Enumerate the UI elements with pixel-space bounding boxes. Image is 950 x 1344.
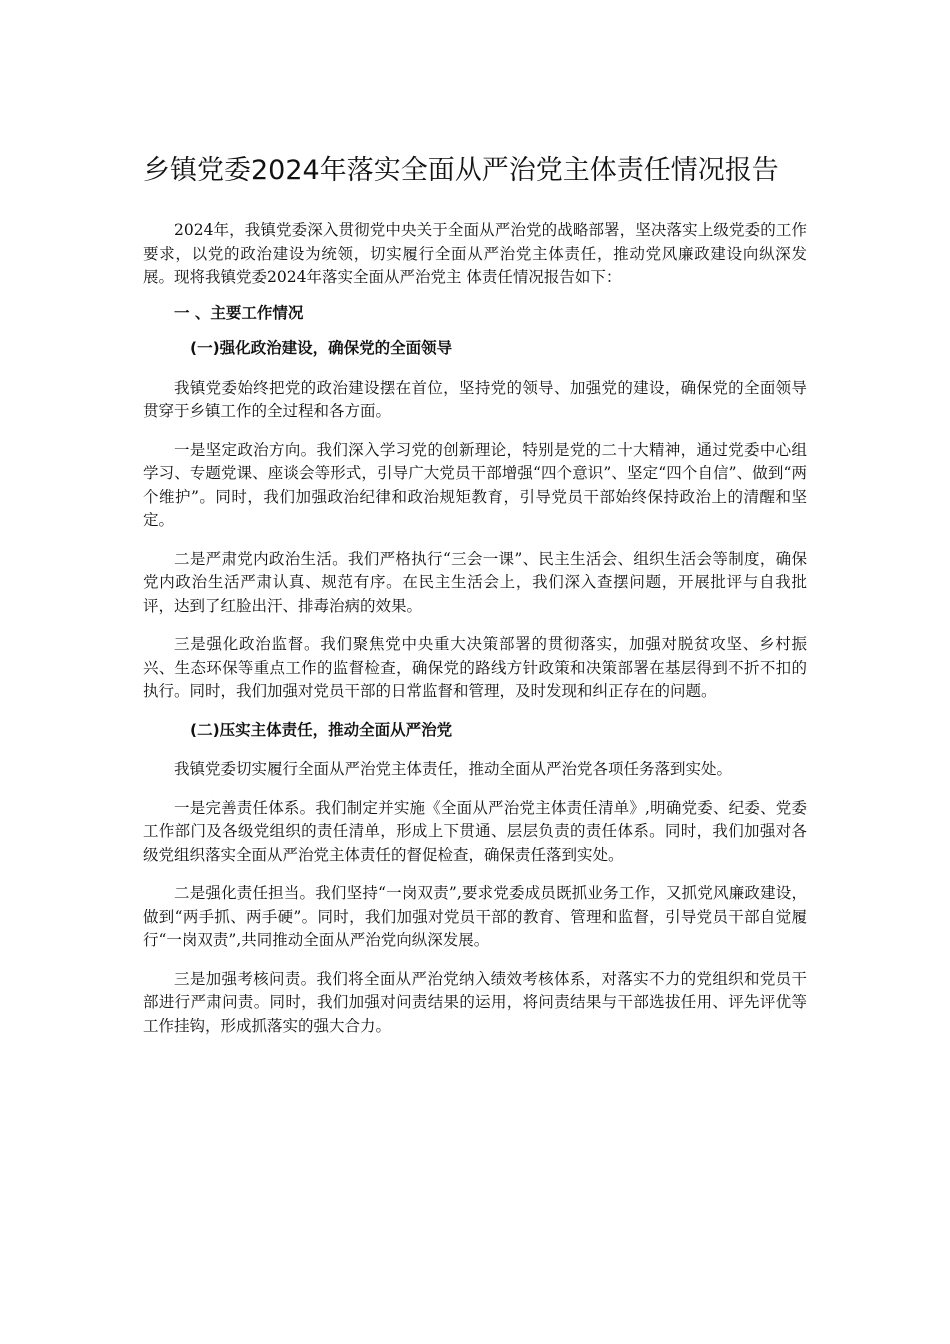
document-body (143, 150, 807, 1053)
intro-paragraph: 2024年，我镇党委深入贯彻党中央关于全面从严治党的战略部署，坚决落实上级党委的工作要求，以党的政治建设为统领，切实履行全面从严治党主体责任，推动党风廉政建设向纵深发展。现将我镇党委2024年落实全面从严治党主 体责任情况报告如下： (143, 221, 807, 286)
paragraph: 一是坚定政治方向。我们深入学习党的创新理论，特别是党的二十大精神，通过党委中心组学习、专题党课、座谈会等形式，引导广大党员干部增强“四个意识”、坚定“四个自信”、做到“两个维护”。同时，我们加强政治纪律和政治规矩教育，引导党员干部始终保持政治上的清醒和坚定。 (143, 440, 807, 529)
section-heading-main-work: 一 、主要工作情况 (174, 303, 304, 322)
document-title: 乡镇党委2024年落实全面从严治党主体责任情况报告 (143, 155, 779, 186)
paragraph: 三是强化政治监督。我们聚焦党中央重大决策部署的贯彻落实，加强对脱贫攻坚、乡村振兴、生态环保等重点工作的监督检查，确保党的路线方针政策和决策部署在基层得到不折不扣的执行。同时，我们加强对党员干部的日常监督和管理，及时发现和纠正存在的问题。 (143, 635, 807, 700)
paragraph: 我镇党委始终把党的政治建设摆在首位，坚持党的领导、加强党的建设，确保党的全面领导贯穿于乡镇工作的全过程和各方面。 (143, 378, 807, 420)
paragraph: 一是完善责任体系。我们制定并实施《全面从严治党主体责任清单》,明确党委、纪委、党委工作部门及各级党组织的责任清单，形成上下贯通、层层负责的责任体系。同时，我们加强对各级党组织落实全面从严治党主体责任的督促检查，确保责任落到实处。 (143, 798, 807, 864)
paragraph: 二是强化责任担当。我们坚持“一岗双责”,要求党委成员既抓业务工作，又抓党风廉政建设，做到“两手抓、两手硬”。同时，我们加强对党员干部的教育、管理和监督，引导党员干部自觉履行“一岗双责”,共同推动全面从严治党向纵深发展。 (143, 884, 807, 949)
subsection-heading-main-responsibility: (二)压实主体责任，推动全面从严治党 (190, 720, 453, 739)
paragraph: 二是严肃党内政治生活。我们严格执行“三会一课”、民主生活会、组织生活会等制度，确保党内政治生活严肃认真、规范有序。在民主生活会上，我们深入查摆问题，开展批评与自我批评，达到了红脸出汗、排毒治病的效果。 (143, 549, 807, 615)
paragraph: 三是加强考核问责。我们将全面从严治党纳入绩效考核体系，对落实不力的党组织和党员干部进行严肃问责。同时，我们加强对问责结果的运用，将问责结果与干部选拔任用、评先评优等工作挂钩，形成抓落实的强大合力。 (143, 969, 807, 1035)
subsection-heading-political-building: (一)强化政治建设，确保党的全面领导 (190, 339, 453, 357)
paragraph: 我镇党委切实履行全面从严治党主体责任，推动全面从严治党各项任务落到实处。 (174, 760, 733, 778)
